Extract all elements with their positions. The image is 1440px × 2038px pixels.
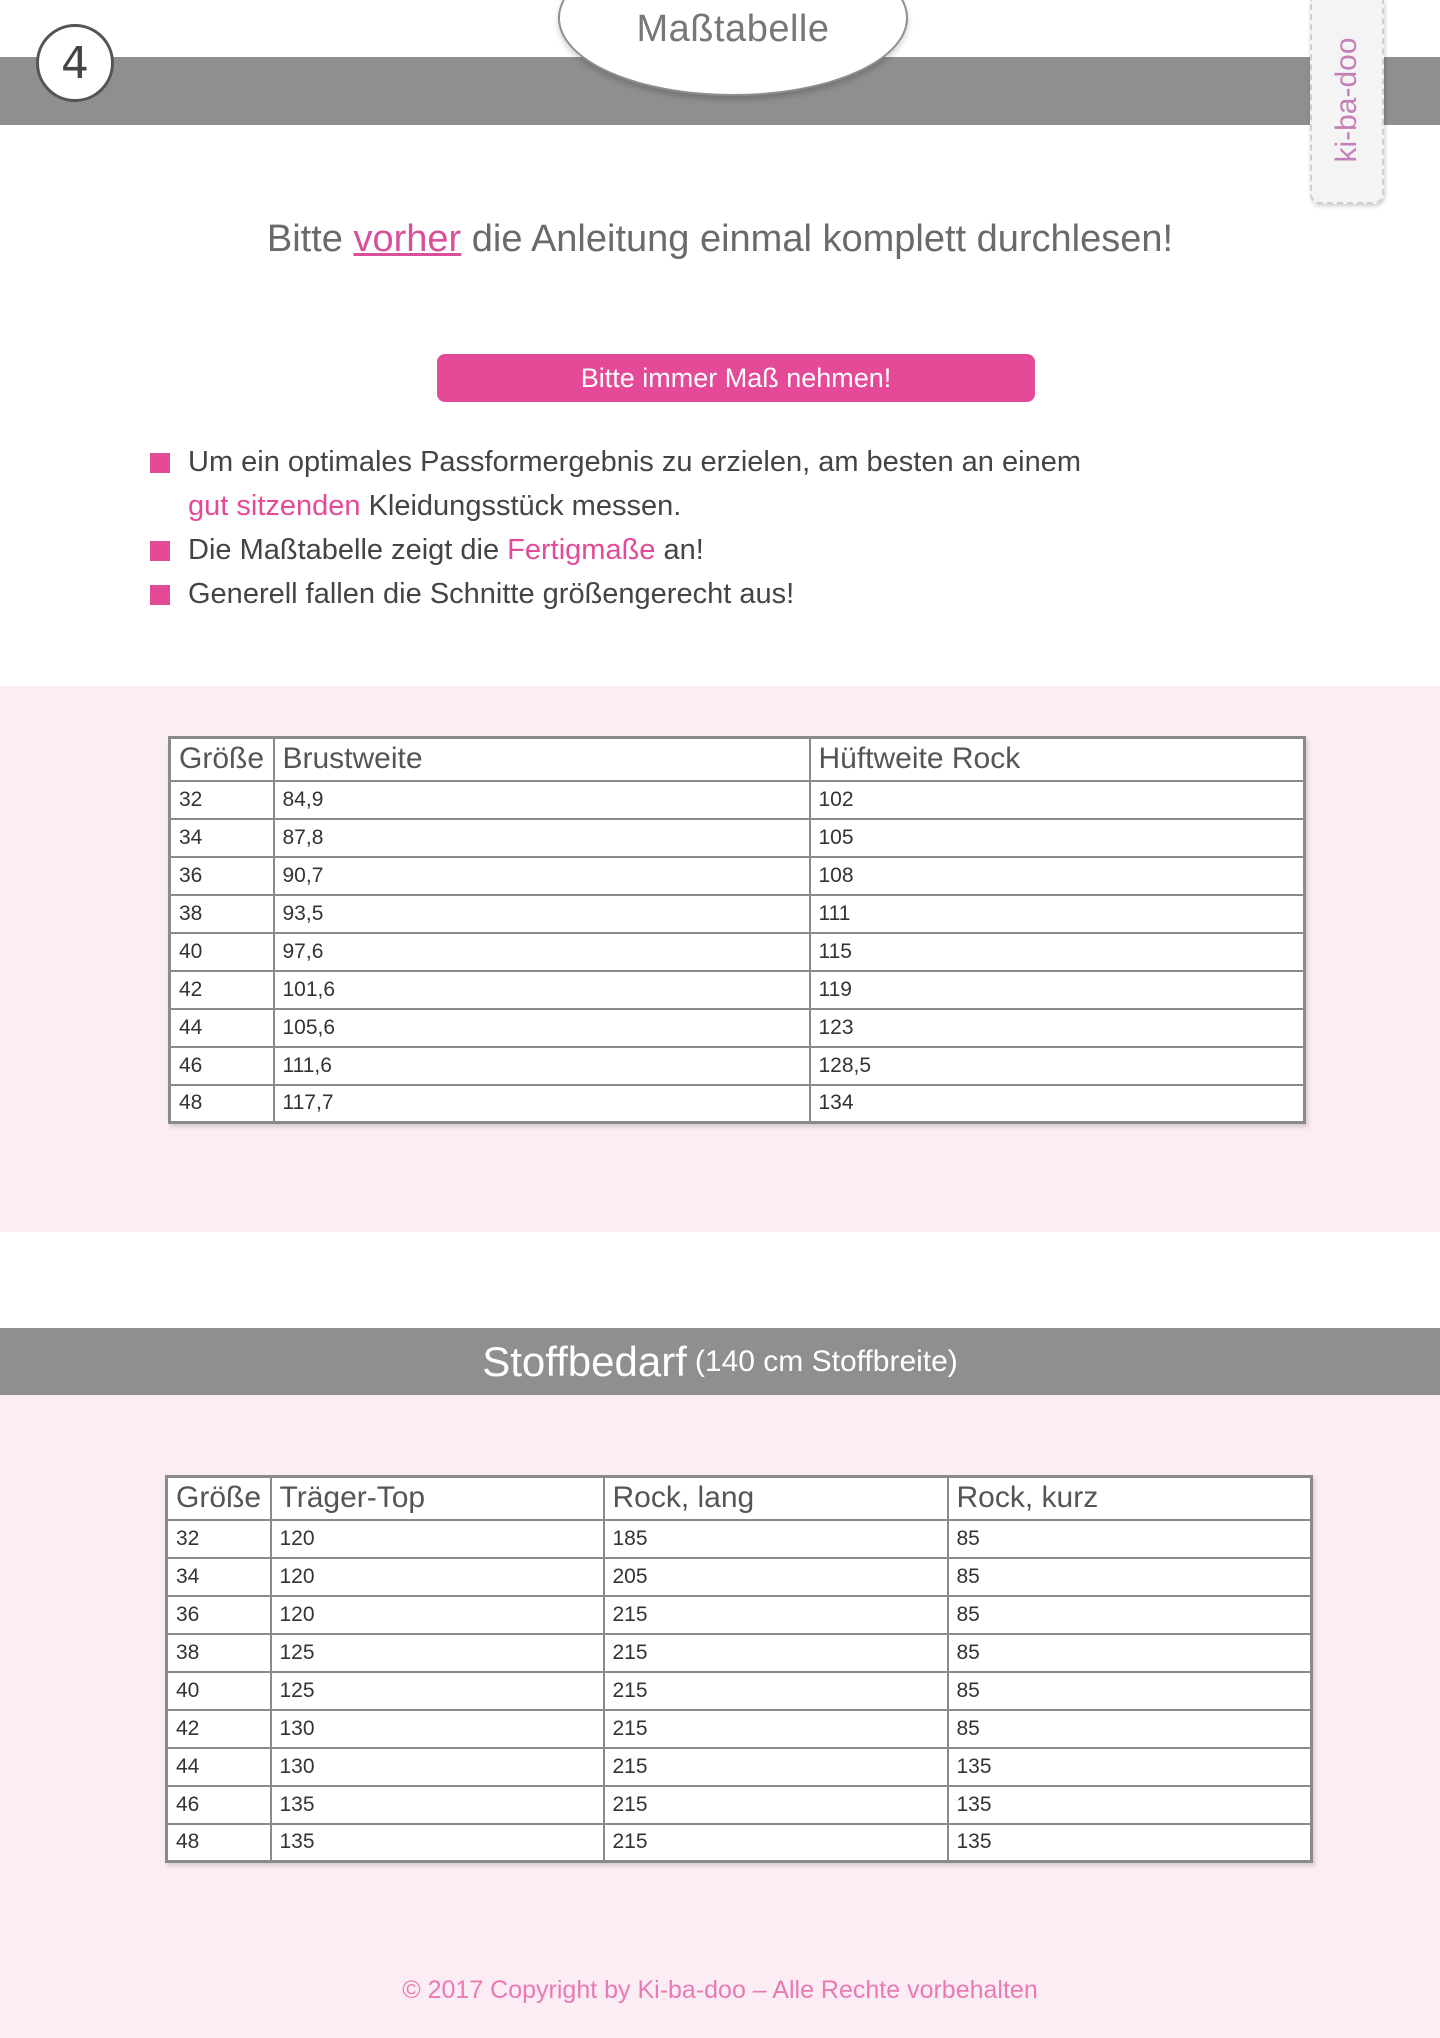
table-row: [170, 1047, 1305, 1085]
table-row: [167, 1558, 1312, 1596]
table-cell: 42: [170, 971, 274, 1009]
table-cell: 101,6: [274, 971, 810, 1009]
column-header: Träger-Top: [271, 1477, 604, 1520]
table-row: [167, 1520, 1312, 1558]
table-cell: 84,9: [274, 781, 810, 819]
table-cell: 117,7: [274, 1085, 810, 1123]
table-cell: 48: [167, 1824, 271, 1862]
table-row: [167, 1786, 1312, 1824]
measure-table: [168, 736, 1306, 1124]
table-cell: 185: [604, 1520, 948, 1558]
table-row: [167, 1748, 1312, 1786]
table-row: [170, 781, 1305, 819]
column-header: Größe: [167, 1477, 271, 1520]
bullet-text: an!: [655, 534, 704, 566]
bullet-highlight: Fertigmaße: [507, 534, 656, 566]
table-row: [167, 1596, 1312, 1634]
table-cell: 135: [271, 1786, 604, 1824]
table-row: [167, 1710, 1312, 1748]
table-cell: 128,5: [810, 1047, 1305, 1085]
column-header: Rock, lang: [604, 1477, 948, 1520]
table-cell: 44: [167, 1748, 271, 1786]
fabric-section-heading: [0, 1328, 1440, 1395]
intro-before: Bitte: [266, 218, 354, 260]
table-cell: 44: [170, 1009, 274, 1047]
page-title: Maßtabelle: [636, 8, 830, 50]
table-row: [170, 1009, 1305, 1047]
table-cell: 120: [271, 1558, 604, 1596]
table-cell: 38: [167, 1634, 271, 1672]
table-cell: 215: [604, 1824, 948, 1862]
table-cell: 125: [271, 1672, 604, 1710]
table-cell: 215: [604, 1596, 948, 1634]
table-cell: 85: [948, 1520, 1312, 1558]
table-cell: 130: [271, 1748, 604, 1786]
table-row: [167, 1634, 1312, 1672]
table-cell: 134: [810, 1085, 1305, 1123]
table-row: [170, 933, 1305, 971]
table-cell: 205: [604, 1558, 948, 1596]
column-header: Größe: [170, 738, 274, 781]
table-cell: 130: [271, 1710, 604, 1748]
copyright-footer: © 2017 Copyright by Ki-ba-doo – Alle Rechte vorbehalten: [402, 1976, 1038, 2004]
table-row: [167, 1824, 1312, 1862]
table-cell: 38: [170, 895, 274, 933]
table-cell: 215: [604, 1634, 948, 1672]
table-cell: 135: [948, 1786, 1312, 1824]
table-cell: 135: [271, 1824, 604, 1862]
table-cell: 215: [604, 1672, 948, 1710]
table-cell: 40: [170, 933, 274, 971]
table-cell: 42: [167, 1710, 271, 1748]
intro-text: [0, 218, 1440, 261]
pink-square-bullet-icon: [150, 585, 170, 605]
list-item: [150, 440, 1250, 484]
bullet-text: Um ein optimales Passformergebnis zu erzielen, am besten an einem: [188, 446, 1081, 478]
table-cell: 46: [167, 1786, 271, 1824]
table-cell: 102: [810, 781, 1305, 819]
table-cell: 32: [170, 781, 274, 819]
table-cell: 119: [810, 971, 1305, 1009]
table-cell: 36: [170, 857, 274, 895]
intro-after: die Anleitung einmal komplett durchlesen!: [461, 218, 1174, 260]
bullet-text: Generell fallen die Schnitte größengerecht aus!: [188, 578, 795, 610]
table-cell: 40: [167, 1672, 271, 1710]
table-cell: 85: [948, 1596, 1312, 1634]
table-cell: 120: [271, 1520, 604, 1558]
pink-square-bullet-icon: [150, 453, 170, 473]
table-cell: 48: [170, 1085, 274, 1123]
table-cell: 97,6: [274, 933, 810, 971]
table-cell: 36: [167, 1596, 271, 1634]
table-row: [167, 1672, 1312, 1710]
table-row: [170, 895, 1305, 933]
table-cell: 111,6: [274, 1047, 810, 1085]
fabric-table: [165, 1475, 1313, 1863]
table-row: [170, 857, 1305, 895]
table-row: [170, 1085, 1305, 1123]
table-row: [170, 819, 1305, 857]
table-cell: 90,7: [274, 857, 810, 895]
pink-square-bullet-icon: [150, 541, 170, 561]
fabric-section-subtitle: (140 cm Stoffbreite): [694, 1344, 958, 1378]
table-cell: 215: [604, 1786, 948, 1824]
list-item: [150, 572, 1250, 616]
table-cell: 135: [948, 1824, 1312, 1862]
table-cell: 125: [271, 1634, 604, 1672]
table-cell: 105,6: [274, 1009, 810, 1047]
bullet-highlight: gut sitzenden: [188, 490, 361, 522]
table-cell: 34: [170, 819, 274, 857]
table-cell: 215: [604, 1710, 948, 1748]
brand-logo-text: ki-ba-doo: [1330, 37, 1363, 163]
table-cell: 34: [167, 1558, 271, 1596]
table-row: [170, 971, 1305, 1009]
table-cell: 46: [170, 1047, 274, 1085]
bullet-text: Kleidungsstück messen.: [360, 490, 682, 522]
table-cell: 135: [948, 1748, 1312, 1786]
table-cell: 123: [810, 1009, 1305, 1047]
table-cell: 32: [167, 1520, 271, 1558]
page-number-badge: 4: [36, 24, 114, 102]
table-header-row: [167, 1477, 1312, 1520]
table-cell: 85: [948, 1710, 1312, 1748]
bullet-text: Die Maßtabelle zeigt die: [188, 534, 508, 566]
table-cell: 108: [810, 857, 1305, 895]
table-cell: 115: [810, 933, 1305, 971]
column-header: Brustweite: [274, 738, 810, 781]
list-item-continuation: [150, 484, 1250, 528]
fabric-section-title: Stoffbedarf: [482, 1337, 687, 1385]
table-cell: 111: [810, 895, 1305, 933]
column-header: Rock, kurz: [948, 1477, 1312, 1520]
measure-notice-banner: Bitte immer Maß nehmen!: [437, 354, 1035, 402]
table-cell: 120: [271, 1596, 604, 1634]
table-cell: 85: [948, 1558, 1312, 1596]
table-cell: 215: [604, 1748, 948, 1786]
table-header-row: [170, 738, 1305, 781]
table-cell: 85: [948, 1634, 1312, 1672]
list-item: [150, 528, 1250, 572]
table-cell: 87,8: [274, 819, 810, 857]
bullet-list: [150, 440, 1250, 616]
table-cell: 105: [810, 819, 1305, 857]
table-cell: 93,5: [274, 895, 810, 933]
table-cell: 85: [948, 1672, 1312, 1710]
intro-highlight: vorher: [353, 218, 462, 260]
column-header: Hüftweite Rock: [810, 738, 1305, 781]
